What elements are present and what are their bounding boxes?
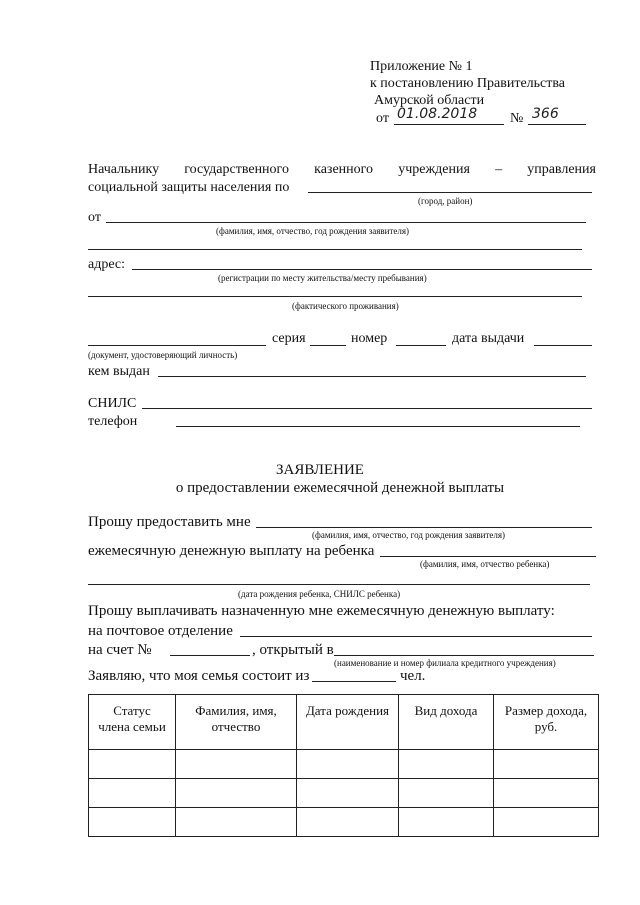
appendix-date-line <box>394 124 504 125</box>
addressee-word: государственного <box>184 162 289 177</box>
table-cell[interactable] <box>399 750 494 779</box>
hint-applicant-fio: (фамилия, имя, отчество, год рождения заявителя) <box>216 226 410 236</box>
series-field-line[interactable] <box>310 345 346 346</box>
city-field-line[interactable] <box>308 192 592 193</box>
account-number-line[interactable] <box>170 655 250 656</box>
appendix-number-line <box>528 124 586 125</box>
hint-bank: (наименование и номер филиала кредитного учреждения) <box>334 658 556 668</box>
table-cell[interactable] <box>176 808 297 837</box>
family-size-prefix: Заявляю, что моя семья состоит из <box>88 668 310 684</box>
registration-address-line[interactable] <box>132 269 592 270</box>
appendix-date-prefix: от <box>376 111 389 126</box>
applicant-fio-line[interactable] <box>106 222 586 223</box>
family-size-suffix: чел. <box>400 668 426 684</box>
number-field-line[interactable] <box>396 345 446 346</box>
phone-label: телефон <box>88 414 138 429</box>
applicant-fio-line-2[interactable] <box>88 249 582 250</box>
post-office-label: на почтовое отделение <box>88 623 233 639</box>
addressee-word: казенного <box>314 162 374 177</box>
appendix-number-prefix: № <box>510 111 524 126</box>
table-cell[interactable] <box>494 750 599 779</box>
number-label: номер <box>351 331 388 346</box>
addressee-word: Начальнику <box>88 162 160 177</box>
hint-child-dob: (дата рождения ребенка, СНИЛС ребенка) <box>238 589 401 599</box>
request-fio-line[interactable] <box>256 527 592 528</box>
addressee-line-1 <box>88 162 596 178</box>
table-row[interactable] <box>89 808 599 837</box>
snils-field-line[interactable] <box>142 408 592 409</box>
hint-request-fio: (фамилия, имя, отчество, год рождения заявителя) <box>312 530 506 540</box>
appendix-date-handwritten: 01.08.2018 <box>397 106 478 122</box>
issue-date-label: дата выдачи <box>452 331 525 346</box>
table-cell[interactable] <box>176 750 297 779</box>
appendix-region: Амурской области <box>374 93 485 108</box>
bank-branch-line[interactable] <box>334 655 594 656</box>
post-office-line[interactable] <box>240 636 592 637</box>
column-header-status: Статус члена семьи <box>89 695 176 750</box>
statement-subtitle: о предоставлении ежемесячной денежной выплаты <box>175 480 505 496</box>
table-cell[interactable] <box>89 750 176 779</box>
table-cell[interactable] <box>176 779 297 808</box>
actual-address-line[interactable] <box>88 296 582 297</box>
table-cell[interactable] <box>297 779 399 808</box>
column-header-dob: Дата рождения <box>297 695 399 750</box>
column-header-income-amount: Размер дохода, руб. <box>494 695 599 750</box>
id-document-line[interactable] <box>88 345 266 346</box>
family-members-table <box>88 694 599 837</box>
appendix-title: Приложение № 1 <box>370 59 473 74</box>
appendix-number-handwritten: 366 <box>532 106 559 122</box>
phone-field-line[interactable] <box>176 426 580 427</box>
account-label: на счет № <box>88 642 152 658</box>
addressee-word: управления <box>527 162 596 177</box>
issued-by-field-line[interactable] <box>158 376 586 377</box>
table-row[interactable] <box>89 779 599 808</box>
table-cell[interactable] <box>399 779 494 808</box>
table-row[interactable] <box>89 750 599 779</box>
table-cell[interactable] <box>494 779 599 808</box>
child-fio-line[interactable] <box>380 556 596 557</box>
hint-actual-address: (фактического проживания) <box>292 301 399 311</box>
addressee-line-2: социальной защиты населения по <box>88 180 290 195</box>
appendix-resolution: к постановлению Правительства <box>370 76 566 91</box>
from-label: от <box>88 210 101 225</box>
table-cell[interactable] <box>297 808 399 837</box>
snils-label: СНИЛС <box>88 396 137 411</box>
issue-date-field-line[interactable] <box>534 345 592 346</box>
addressee-word: учреждения <box>398 162 470 177</box>
series-label: серия <box>272 331 306 346</box>
column-header-fio: Фамилия, имя, отчество <box>176 695 297 750</box>
payment-label: ежемесячную денежную выплату на ребенка <box>88 543 375 559</box>
address-label: адрес: <box>88 257 126 272</box>
hint-id-document: (документ, удостоверяющий личность) <box>88 350 238 360</box>
table-cell[interactable] <box>494 808 599 837</box>
column-header-income-type: Вид дохода <box>399 695 494 750</box>
table-cell[interactable] <box>89 808 176 837</box>
statement-title: ЗАЯВЛЕНИЕ <box>276 462 364 478</box>
addressee-word: – <box>495 162 503 177</box>
hint-city: (город, район) <box>418 196 473 206</box>
request-label: Прошу предоставить мне <box>88 514 251 530</box>
table-cell[interactable] <box>399 808 494 837</box>
child-dob-line[interactable] <box>88 584 590 585</box>
hint-child-fio: (фамилия, имя, отчество ребенка) <box>420 559 550 569</box>
opened-in-label: , открытый в <box>252 642 334 658</box>
table-cell[interactable] <box>297 750 399 779</box>
family-size-line[interactable] <box>312 681 396 682</box>
hint-registration: (регистрации по месту жительства/месту пребывания) <box>218 273 427 283</box>
pay-request-text: Прошу выплачивать назначенную мне ежемесячную денежную выплату: <box>88 603 555 619</box>
table-header-row <box>89 695 599 750</box>
table-cell[interactable] <box>89 779 176 808</box>
issued-by-label: кем выдан <box>88 364 150 379</box>
